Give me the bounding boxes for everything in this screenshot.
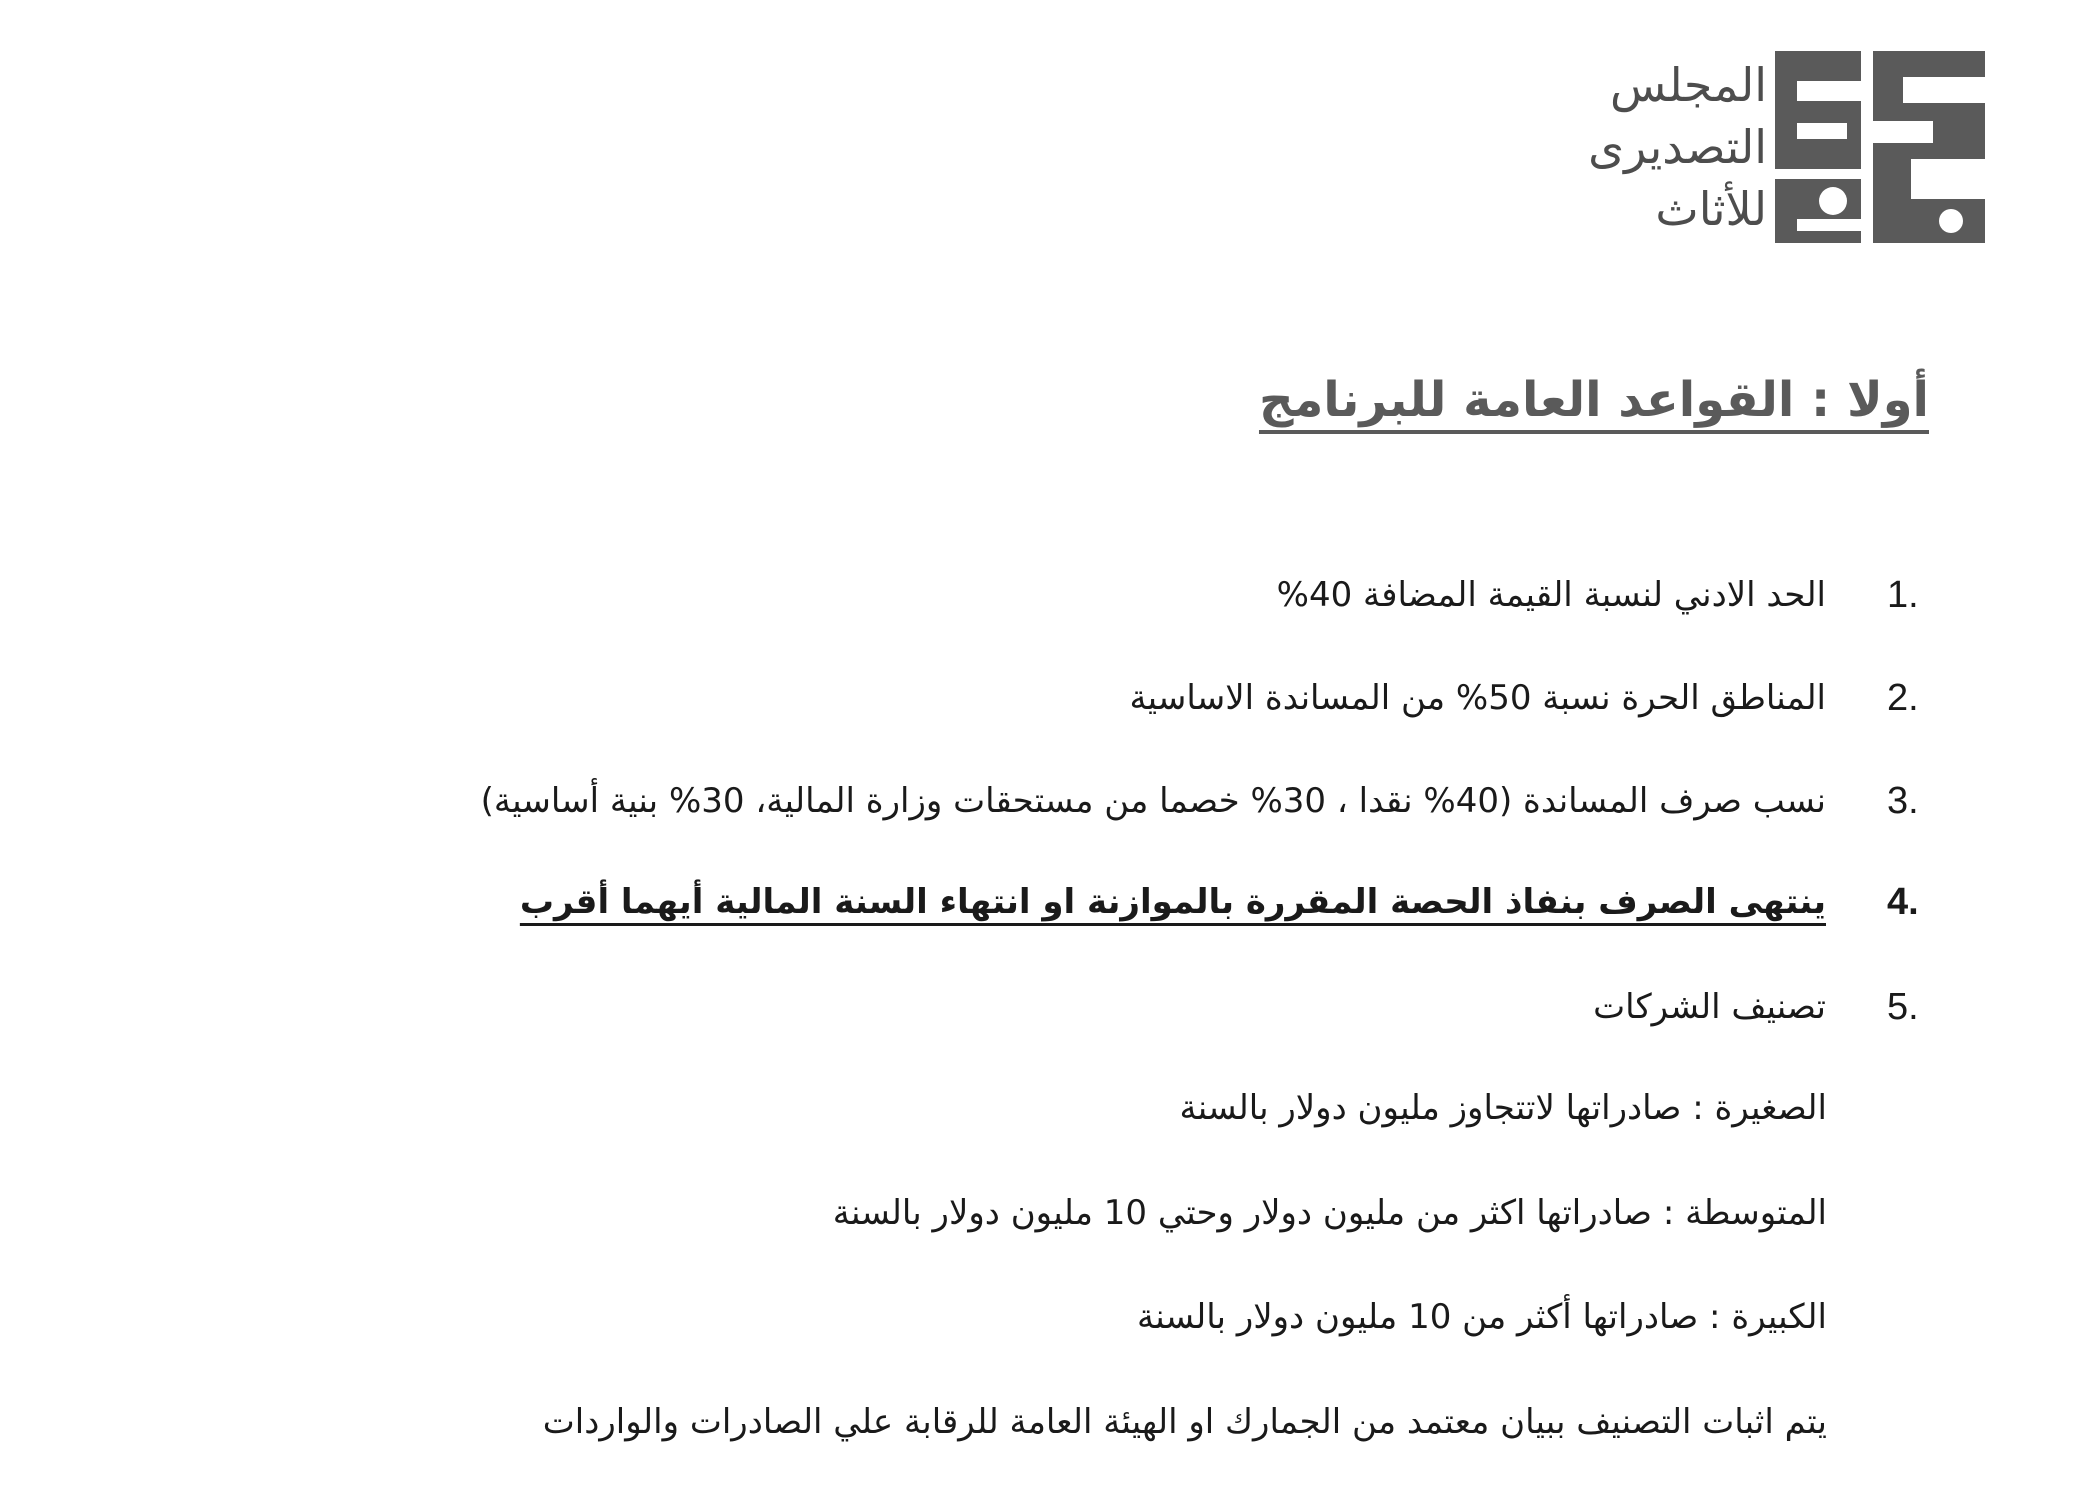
rule-number: 2. bbox=[1887, 677, 1919, 719]
rule-item-2 bbox=[31, 673, 1931, 723]
logo-wordmark bbox=[1527, 54, 1767, 240]
rule-text: ينتهى الصرف بنفاذ الحصة المقررة بالموازنة او انتهاء السنة المالية أيهما أقرب bbox=[519, 882, 1826, 922]
rule-number: 3. bbox=[1887, 780, 1919, 822]
rule-item-1 bbox=[31, 570, 1931, 620]
logo-line-3: للأثاث bbox=[1655, 182, 1767, 236]
rule-text: نسب صرف المساندة (40% نقدا ، 30% خصما من مستحقات وزارة المالية، 30% بنية أساسية) bbox=[480, 781, 1826, 821]
rule-item-3 bbox=[31, 776, 1931, 826]
classification-small: الصغيرة : صادراتها لاتتجاوز مليون دولار بالسنة bbox=[1179, 1088, 1827, 1128]
classification-proof-note: يتم اثبات التصنيف ببيان معتمد من الجمارك او الهيئة العامة للرقابة علي الصادرات والواردات bbox=[542, 1402, 1827, 1442]
rule-number: 1. bbox=[1887, 574, 1919, 616]
logo-line-2: التصديرى bbox=[1588, 120, 1767, 174]
rule-text: المناطق الحرة نسبة 50% من المساندة الاساسية bbox=[1129, 678, 1826, 718]
page-heading: أولا : القواعد العامة للبرنامج bbox=[1258, 372, 1929, 428]
classification-medium: المتوسطة : صادراتها اكثر من مليون دولار وحتي 10 مليون دولار بالسنة bbox=[832, 1193, 1827, 1233]
classification-large: الكبيرة : صادراتها أكثر من 10 مليون دولار بالسنة bbox=[1137, 1297, 1827, 1337]
rule-item-5 bbox=[31, 982, 1931, 1032]
rule-number: 4. bbox=[1887, 881, 1919, 923]
rule-text: تصنيف الشركات bbox=[1593, 987, 1826, 1027]
logo-line-1: المجلس bbox=[1610, 58, 1767, 112]
rule-item-4 bbox=[31, 877, 1931, 927]
council-logo bbox=[1530, 48, 1985, 248]
rule-number: 5. bbox=[1887, 986, 1919, 1028]
logo-efe-mark-icon bbox=[1775, 51, 1985, 243]
rule-text: الحد الادني لنسبة القيمة المضافة 40% bbox=[1276, 575, 1826, 615]
